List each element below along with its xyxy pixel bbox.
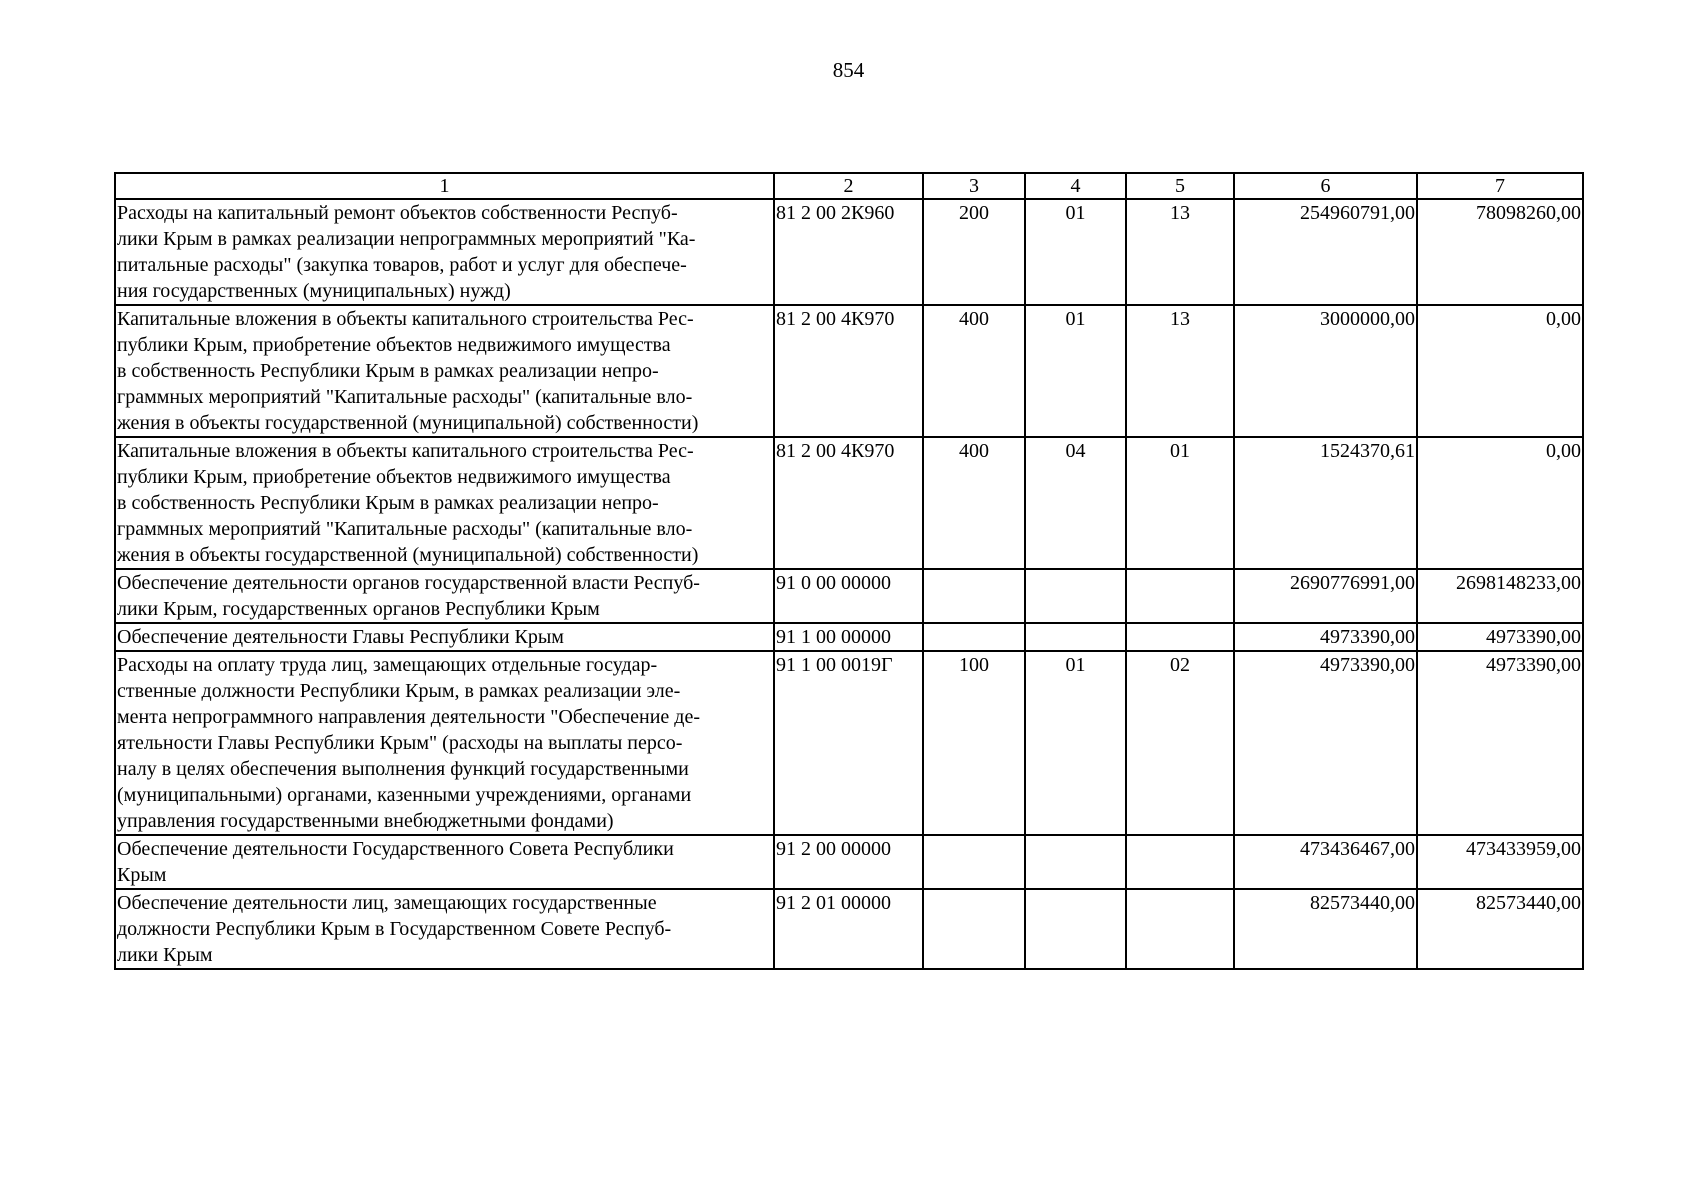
description-line: Капитальные вложения в объекты капитального строительства Рес- — [117, 440, 694, 462]
description-line: управления государственными внебюджетными фондами) — [117, 810, 614, 832]
description-line: питальные расходы" (закупка товаров, работ и услуг для обеспече- — [117, 254, 687, 276]
description-line: публики Крым, приобретение объектов недвижимого имущества — [117, 334, 671, 356]
row-description — [115, 437, 774, 569]
table-row — [115, 889, 1583, 969]
row-col-5 — [1126, 835, 1234, 889]
table-row — [115, 199, 1583, 305]
row-col-5 — [1126, 569, 1234, 623]
row-col-5: 01 — [1126, 437, 1234, 569]
budget-table — [114, 172, 1584, 970]
row-description — [115, 623, 774, 651]
description-line: Расходы на капитальный ремонт объектов собственности Респуб- — [117, 202, 678, 224]
row-amount-6: 4973390,00 — [1234, 623, 1417, 651]
row-col-5: 13 — [1126, 305, 1234, 437]
row-code: 91 1 00 0019Г — [774, 651, 923, 835]
description-line: мента непрограммного направления деятельности "Обеспечение де- — [117, 706, 700, 728]
table-body — [115, 199, 1583, 969]
description-line: лики Крым в рамках реализации непрограммных мероприятий "Ка- — [117, 228, 696, 250]
description-line: должности Республики Крым в Государственном Совете Респуб- — [117, 918, 672, 940]
table-row — [115, 305, 1583, 437]
description-line: Обеспечение деятельности органов государственной власти Респуб- — [117, 572, 700, 594]
row-amount-6: 473436467,00 — [1234, 835, 1417, 889]
row-col-5 — [1126, 889, 1234, 969]
description-line: граммных мероприятий "Капитальные расходы" (капитальные вло- — [117, 386, 693, 408]
row-col-4 — [1025, 569, 1126, 623]
description-line: жения в объекты государственной (муниципальной) собственности) — [117, 544, 699, 566]
row-amount-6: 3000000,00 — [1234, 305, 1417, 437]
row-col-3: 200 — [923, 199, 1025, 305]
row-code: 91 0 00 00000 — [774, 569, 923, 623]
row-amount-6: 4973390,00 — [1234, 651, 1417, 835]
col-header-6: 6 — [1234, 173, 1417, 199]
row-col-4: 04 — [1025, 437, 1126, 569]
row-col-4 — [1025, 835, 1126, 889]
row-col-3: 400 — [923, 437, 1025, 569]
description-line: Обеспечение деятельности Государственного Совета Республики — [117, 838, 674, 860]
row-description — [115, 889, 774, 969]
row-amount-7: 4973390,00 — [1417, 651, 1583, 835]
row-code: 91 2 01 00000 — [774, 889, 923, 969]
col-header-4: 4 — [1025, 173, 1126, 199]
row-col-3 — [923, 835, 1025, 889]
row-amount-6: 1524370,61 — [1234, 437, 1417, 569]
row-amount-7: 0,00 — [1417, 305, 1583, 437]
table-row — [115, 623, 1583, 651]
description-line: ятельности Главы Республики Крым" (расходы на выплаты персо- — [117, 732, 683, 754]
row-code: 81 2 00 4К970 — [774, 437, 923, 569]
description-line: Обеспечение деятельности лиц, замещающих государственные — [117, 892, 657, 914]
row-description — [115, 835, 774, 889]
table-row — [115, 651, 1583, 835]
row-amount-7: 4973390,00 — [1417, 623, 1583, 651]
description-line: лики Крым — [117, 944, 213, 966]
row-code: 81 2 00 4К970 — [774, 305, 923, 437]
col-header-7: 7 — [1417, 173, 1583, 199]
col-header-1: 1 — [115, 173, 774, 199]
description-line: (муниципальными) органами, казенными учреждениями, органами — [117, 784, 692, 806]
row-col-4: 01 — [1025, 305, 1126, 437]
row-col-3 — [923, 569, 1025, 623]
row-amount-7: 0,00 — [1417, 437, 1583, 569]
row-col-5: 02 — [1126, 651, 1234, 835]
description-line: Крым — [117, 864, 167, 886]
table-row — [115, 569, 1583, 623]
col-header-5: 5 — [1126, 173, 1234, 199]
description-line: в собственность Республики Крым в рамках реализации непро- — [117, 492, 659, 514]
row-col-4: 01 — [1025, 651, 1126, 835]
row-col-4: 01 — [1025, 199, 1126, 305]
description-line: Капитальные вложения в объекты капитального строительства Рес- — [117, 308, 694, 330]
description-line: граммных мероприятий "Капитальные расходы" (капитальные вло- — [117, 518, 693, 540]
row-description — [115, 651, 774, 835]
row-description — [115, 199, 774, 305]
row-col-5 — [1126, 623, 1234, 651]
row-description — [115, 569, 774, 623]
description-line: налу в целях обеспечения выполнения функций государственными — [117, 758, 689, 780]
col-header-2: 2 — [774, 173, 923, 199]
header-row — [115, 173, 1583, 199]
row-amount-6: 82573440,00 — [1234, 889, 1417, 969]
row-col-4 — [1025, 889, 1126, 969]
row-col-4 — [1025, 623, 1126, 651]
description-line: ственные должности Республики Крым, в рамках реализации эле- — [117, 680, 681, 702]
row-col-5: 13 — [1126, 199, 1234, 305]
description-line: жения в объекты государственной (муниципальной) собственности) — [117, 412, 699, 434]
row-col-3 — [923, 623, 1025, 651]
row-amount-6: 254960791,00 — [1234, 199, 1417, 305]
description-line: публики Крым, приобретение объектов недвижимого имущества — [117, 466, 671, 488]
description-line: в собственность Республики Крым в рамках реализации непро- — [117, 360, 659, 382]
col-header-3: 3 — [923, 173, 1025, 199]
page-number: 854 — [832, 58, 865, 82]
description-line: Обеспечение деятельности Главы Республики Крым — [117, 626, 564, 648]
row-col-3: 400 — [923, 305, 1025, 437]
row-col-3: 100 — [923, 651, 1025, 835]
row-amount-7: 78098260,00 — [1417, 199, 1583, 305]
description-line: ния государственных (муниципальных) нужд) — [117, 280, 511, 302]
row-col-3 — [923, 889, 1025, 969]
row-code: 81 2 00 2К960 — [774, 199, 923, 305]
description-line: Расходы на оплату труда лиц, замещающих отдельные государ- — [117, 654, 658, 676]
row-code: 91 1 00 00000 — [774, 623, 923, 651]
row-description — [115, 305, 774, 437]
row-amount-7: 82573440,00 — [1417, 889, 1583, 969]
row-amount-7: 2698148233,00 — [1417, 569, 1583, 623]
description-line: лики Крым, государственных органов Республики Крым — [117, 598, 600, 620]
table-row — [115, 437, 1583, 569]
row-amount-6: 2690776991,00 — [1234, 569, 1417, 623]
row-amount-7: 473433959,00 — [1417, 835, 1583, 889]
table-row — [115, 835, 1583, 889]
row-code: 91 2 00 00000 — [774, 835, 923, 889]
